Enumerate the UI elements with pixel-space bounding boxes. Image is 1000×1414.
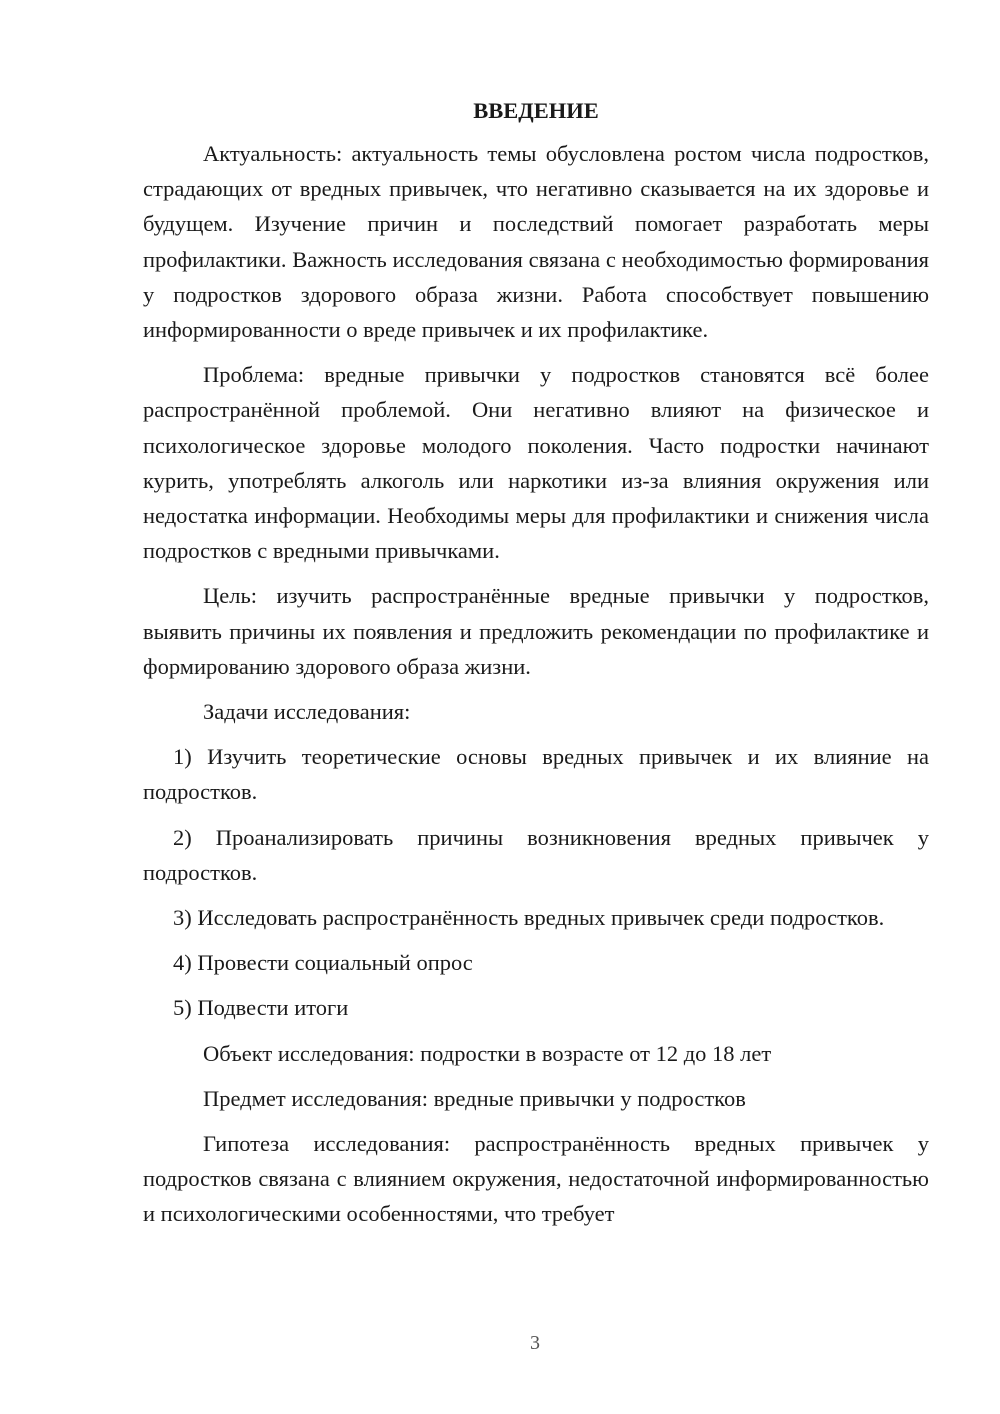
page-number: 3 bbox=[530, 1332, 540, 1354]
relevance-paragraph: Актуальность: актуальность темы обусловлена ростом числа подростков, страдающих от вредных привычек, что негативно сказывается на их здоровье и будущем. Изучение причин и последствий помогает разработать меры профилактики. Важность исследования связана с необходимостью формирования у подростков здорового образа жизни. Работа способствует повышению информированности о вреде привычек и их профилактике. bbox=[143, 141, 929, 343]
object-line: Объект исследования: подростки в возрасте от 12 до 18 лет bbox=[203, 1040, 772, 1066]
tasks-heading: Задачи исследования: bbox=[203, 699, 411, 725]
task-item-4: 4) Провести социальный опрос bbox=[173, 950, 473, 976]
subject-line: Предмет исследования: вредные привычки у подростков bbox=[203, 1085, 746, 1111]
hypothesis-paragraph: Гипотеза исследования: распространённость вредных привычек у подростков связана с влиянием окружения, недостаточной информированностью и психологическими особенностями, что требует bbox=[143, 1131, 929, 1227]
task-item-5: 5) Подвести итоги bbox=[173, 995, 349, 1021]
section-title: ВВЕДЕНИЕ bbox=[473, 98, 599, 123]
task-item-3: 3) Исследовать распространённость вредных привычек среди подростков. bbox=[173, 905, 885, 931]
problem-paragraph: Проблема: вредные привычки у подростков становятся всё более распространённой проблемой. Они негативно влияют на физическое и психологическое здоровье молодого поколения. Часто подростки начинают курить, употреблять алкоголь или наркотики из-за влияния окружения или недостатка информации. Необходимы меры для профилактики и снижения числа подростков с вредными привычками. bbox=[143, 362, 929, 564]
goal-paragraph: Цель: изучить распространённые вредные привычки у подростков, выявить причины их появления и предложить рекомендации по профилактике и формированию здорового образа жизни. bbox=[143, 583, 929, 679]
task-item-2: 2) Проанализировать причины возникновения вредных привычек у подростков. bbox=[143, 824, 929, 885]
task-item-1: 1) Изучить теоретические основы вредных привычек и их влияние на подростков. bbox=[143, 744, 929, 805]
document-body bbox=[143, 96, 929, 1242]
